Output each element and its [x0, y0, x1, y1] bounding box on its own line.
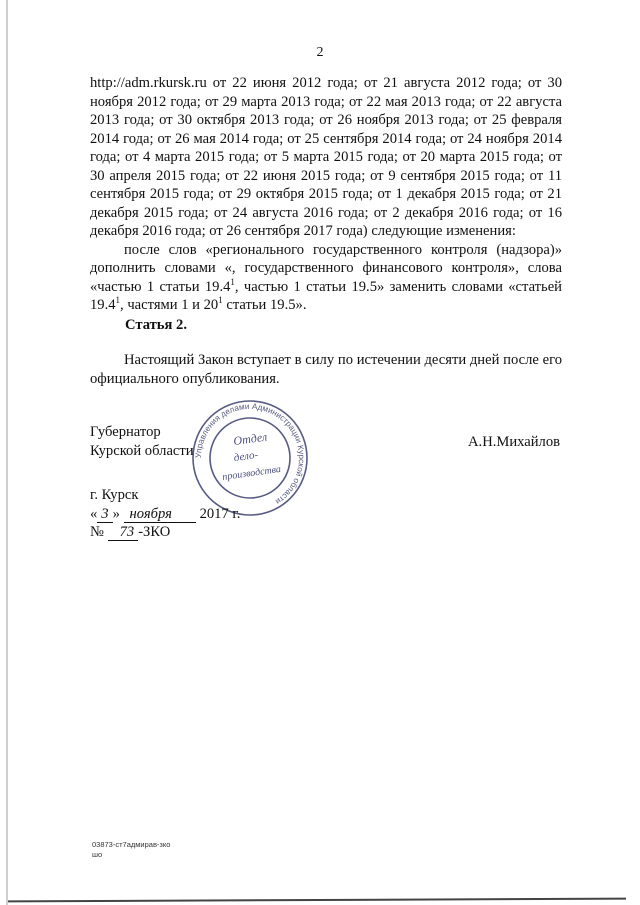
signing-date: « 3 » ноября 2017 г.: [90, 505, 241, 522]
law-number: № 73 -ЗКО: [90, 524, 171, 540]
paragraph-changes: после слов «регионального государственного контроля (надзора)» дополнить словами «, государственного финансового контроля», слова «частью 1 статьи 19.4$^1$, частью 1 статьи 19.5» заменить словами «статьей 19.4$^1$, частями 1 и $20^1$ статьи 19.5».: [90, 241, 562, 313]
footer-initials: шо: [92, 850, 103, 859]
document-footer: [92, 840, 170, 860]
law-number-value: 73: [108, 524, 139, 541]
signatory-title-line2: Курской области: [90, 442, 194, 459]
paragraph-amendment-dates: http://adm.rkursk.ru от 22 июня 2012 года; от 21 августа 2012 года; от 30 ноября 2012 года; от 29 марта 2013 года; от 22 мая 2013 года; от 22 августа 2013 года; от 30 октября 2013 года; от 26 ноября 2013 года; от 25 февраля 2014 года; от 26 мая 2014 года; от 25 сентября 2014 года; от 24 ноября 2014 года; от 4 марта 2015 года; от 5 марта 2015 года; от 20 марта 2015 года; от 30 апреля 2015 года; от 22 июня 2015 года; от 9 сентября 2015 года; от 11 сентября 2015 года; от 29 октября 2015 года; от 1 декабря 2015 года; от 21 декабря 2015 года; от 24 августа 2016 года; от 2 декабря 2016 года; от 16 декабря 2016 года; от 26 сентября 2017 года) следующие изменения:: [90, 75, 562, 239]
scan-edge-bottom: [8, 898, 626, 903]
signatory-name: А.Н.Михайлов: [468, 434, 561, 450]
signatory-title-line1: Губернатор: [90, 424, 161, 440]
city: г. Курск: [90, 487, 139, 503]
final-paragraph: Настоящий Закон вступает в силу по истечении десяти дней после его официального опубликования.: [90, 352, 562, 387]
signing-year: 2017 г.: [199, 505, 241, 522]
stamp-ring-text: Управления делами Администрации Курской области: [193, 401, 307, 507]
footer-code: 03873-ст7адмирав-зко: [92, 840, 171, 849]
page-number: 2: [316, 45, 324, 60]
signatory-title: [90, 423, 194, 460]
scan-edge-left: [6, 0, 8, 905]
stamp-inner-line1: Отдел: [232, 429, 268, 449]
signing-month: ноября: [124, 506, 196, 523]
signing-day: 3: [97, 506, 112, 523]
article-heading: Статья 2.: [125, 317, 187, 333]
main-text: [90, 74, 562, 315]
final-provision: [90, 351, 562, 388]
stamp-inner-line3: производства: [221, 463, 282, 483]
place-and-date: [90, 486, 240, 542]
stamp-inner-line2: дело-: [233, 448, 259, 465]
